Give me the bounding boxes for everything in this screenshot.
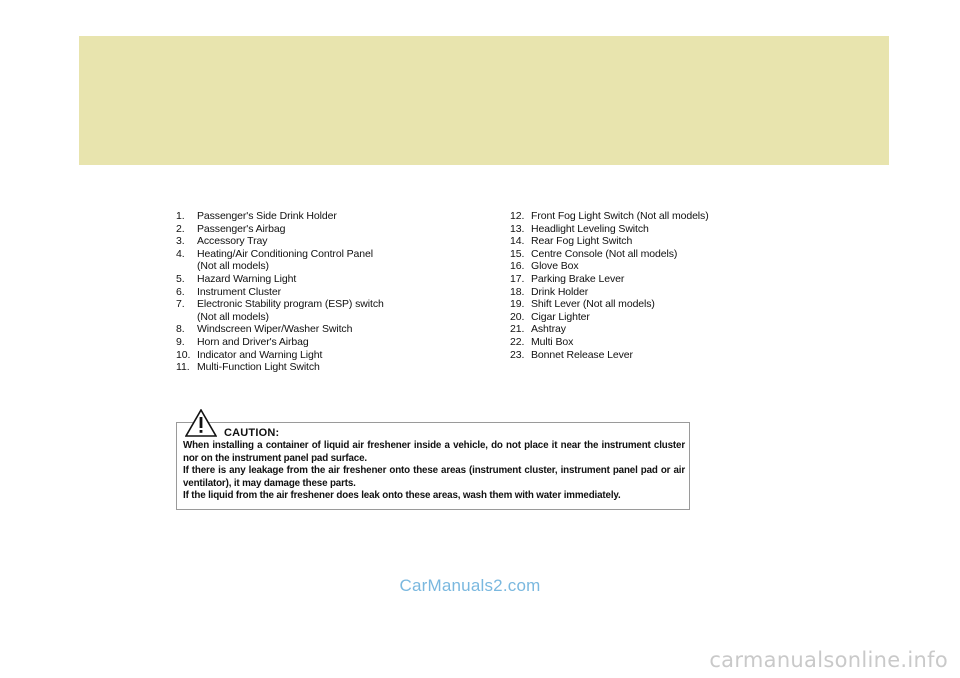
item-label: Electronic Stability program (ESP) switch xyxy=(197,298,384,311)
caution-paragraph: When installing a container of liquid air freshener inside a vehicle, do not place it near the instrument cluster nor on the instrument panel pad surface. xyxy=(183,440,685,464)
item-label: Shift Lever (Not all models) xyxy=(531,298,655,311)
item-label: Parking Brake Lever xyxy=(531,272,625,285)
item-label: Headlight Leveling Switch xyxy=(531,222,649,235)
item-label: Cigar Lighter xyxy=(531,310,590,323)
item-number: 8. xyxy=(176,323,185,336)
item-number: 11. xyxy=(176,361,190,374)
item-label: Multi-Function Light Switch xyxy=(197,361,320,374)
item-continuation: (Not all models) xyxy=(197,310,269,323)
item-number: 5. xyxy=(176,272,185,285)
caution-paragraph: If there is any leakage from the air freshener onto these areas (instrument cluster, instrument panel pad or air ventilator), it may damage these parts. xyxy=(183,465,685,489)
item-number: 4. xyxy=(176,247,185,260)
watermark-carmanualsonline: carmanualsonline.info xyxy=(709,648,948,672)
item-label: Instrument Cluster xyxy=(197,285,281,298)
item-number: 6. xyxy=(176,285,185,298)
item-number: 7. xyxy=(176,298,185,311)
list-item xyxy=(510,260,770,273)
item-label: Heating/Air Conditioning Control Panel xyxy=(197,247,373,260)
list-item xyxy=(176,248,436,273)
component-list-left xyxy=(176,210,436,374)
list-item xyxy=(176,349,436,362)
item-label: Rear Fog Light Switch xyxy=(531,235,633,248)
list-item xyxy=(510,336,770,349)
list-item xyxy=(510,286,770,299)
list-item xyxy=(176,235,436,248)
item-number: 14. xyxy=(510,235,525,248)
item-number: 10. xyxy=(176,348,191,361)
caution-text xyxy=(183,440,685,503)
item-label: Centre Console (Not all models) xyxy=(531,247,678,260)
item-label: Glove Box xyxy=(531,260,579,273)
list-item xyxy=(176,323,436,336)
list-item xyxy=(510,323,770,336)
list-item xyxy=(176,286,436,299)
item-number: 23. xyxy=(510,348,525,361)
item-label: Drink Holder xyxy=(531,285,589,298)
list-item xyxy=(176,223,436,236)
list-item xyxy=(176,273,436,286)
list-item xyxy=(510,273,770,286)
component-list-right xyxy=(510,210,770,361)
list-item xyxy=(510,248,770,261)
item-number: 15. xyxy=(510,247,525,260)
item-label: Indicator and Warning Light xyxy=(197,348,323,361)
item-number: 16. xyxy=(510,260,525,273)
item-label: Bonnet Release Lever xyxy=(531,348,633,361)
item-number: 3. xyxy=(176,235,185,248)
list-item xyxy=(510,223,770,236)
list-item xyxy=(510,235,770,248)
item-number: 12. xyxy=(510,210,525,222)
caution-box xyxy=(176,422,690,510)
caution-paragraph: If the liquid from the air freshener does leak onto these areas, wash them with water immediately. xyxy=(183,490,621,502)
item-label: Passenger's Side Drink Holder xyxy=(197,210,337,222)
list-item xyxy=(510,349,770,362)
item-label: Windscreen Wiper/Washer Switch xyxy=(197,323,353,336)
list-item xyxy=(176,298,436,323)
list-item xyxy=(176,336,436,349)
item-number: 21. xyxy=(510,323,525,336)
item-label: Horn and Driver's Airbag xyxy=(197,335,309,348)
item-label: Accessory Tray xyxy=(197,235,268,248)
item-number: 1. xyxy=(176,210,185,222)
item-number: 9. xyxy=(176,335,185,348)
item-label: Front Fog Light Switch (Not all models) xyxy=(531,210,709,222)
list-item xyxy=(176,361,436,374)
item-number: 13. xyxy=(510,222,525,235)
list-item xyxy=(510,311,770,324)
item-label: Ashtray xyxy=(531,323,566,336)
item-label: Passenger's Airbag xyxy=(197,222,286,235)
item-number: 2. xyxy=(176,222,185,235)
header-band xyxy=(79,36,889,165)
item-label: Hazard Warning Light xyxy=(197,272,297,285)
item-number: 17. xyxy=(510,272,525,285)
list-item xyxy=(510,298,770,311)
item-number: 19. xyxy=(510,298,525,311)
caution-title: CAUTION: xyxy=(224,427,280,439)
list-item xyxy=(510,210,770,223)
warning-triangle-icon xyxy=(185,409,217,437)
watermark-carmanuals2[interactable]: CarManuals2.com xyxy=(399,576,541,595)
list-item xyxy=(176,210,436,223)
item-label: Multi Box xyxy=(531,335,574,348)
item-continuation: (Not all models) xyxy=(197,260,269,273)
item-number: 20. xyxy=(510,310,525,323)
item-number: 18. xyxy=(510,285,525,298)
item-number: 22. xyxy=(510,335,525,348)
